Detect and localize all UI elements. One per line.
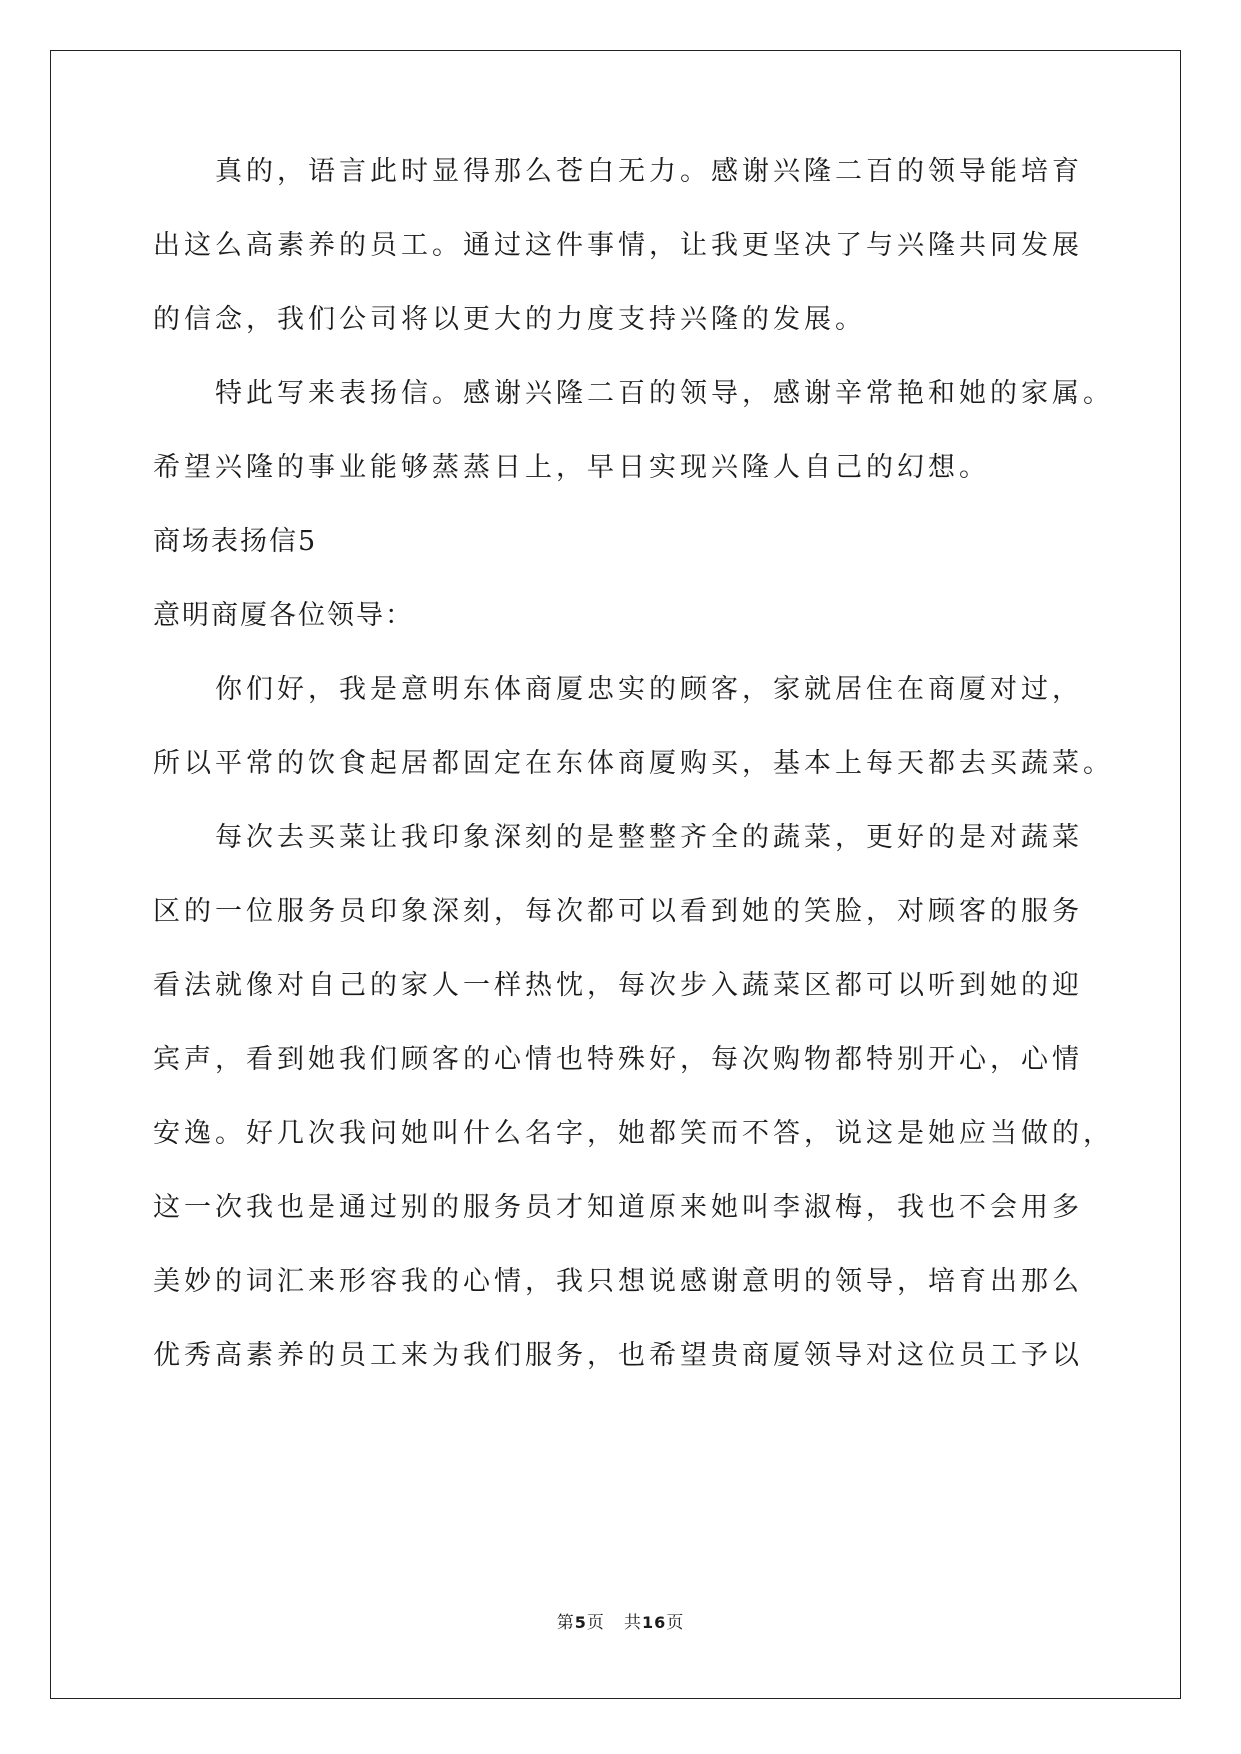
paragraph-line: 看法就像对自己的家人一样热忱，每次步入蔬菜区都可以听到她的迎 bbox=[153, 970, 1083, 1001]
paragraph-line: 区的一位服务员印象深刻，每次都可以看到她的笑脸，对顾客的服务 bbox=[153, 896, 1083, 927]
paragraph-line: 美妙的词汇来形容我的心情，我只想说感谢意明的领导，培育出那么 bbox=[153, 1266, 1083, 1297]
total-suffix: 页 bbox=[666, 1613, 685, 1633]
paragraph-line: 优秀高素养的员工来为我们服务，也希望贵商厦领导对这位员工予以 bbox=[153, 1340, 1083, 1371]
paragraph-line: 你们好，我是意明东体商厦忠实的顾客，家就居住在商厦对过， bbox=[215, 674, 1083, 705]
page-footer bbox=[0, 1612, 1241, 1634]
page-number: 5 bbox=[574, 1613, 587, 1632]
paragraph-line: 希望兴隆的事业能够蒸蒸日上，早日实现兴隆人自己的幻想。 bbox=[153, 452, 990, 483]
paragraph-line: 每次去买菜让我印象深刻的是整整齐全的蔬菜，更好的是对蔬菜 bbox=[215, 822, 1083, 853]
paragraph-line: 这一次我也是通过别的服务员才知道原来她叫李淑梅，我也不会用多 bbox=[153, 1192, 1083, 1223]
total-prefix: 共 bbox=[624, 1613, 643, 1633]
total-pages: 16 bbox=[642, 1613, 667, 1632]
salutation: 意明商厦各位领导： bbox=[153, 600, 414, 631]
paragraph-line: 出这么高素养的员工。通过这件事情，让我更坚决了与兴隆共同发展 bbox=[153, 230, 1083, 261]
section-heading: 商场表扬信5 bbox=[153, 526, 318, 557]
paragraph-line: 所以平常的饮食起居都固定在东体商厦购买，基本上每天都去买蔬菜。 bbox=[153, 748, 1114, 779]
page-border bbox=[50, 50, 1181, 1699]
paragraph-line: 真的，语言此时显得那么苍白无力。感谢兴隆二百的领导能培育 bbox=[215, 156, 1083, 187]
paragraph-line: 安逸。好几次我问她叫什么名字，她都笑而不答，说这是她应当做的， bbox=[153, 1118, 1114, 1149]
paragraph-line: 宾声，看到她我们顾客的心情也特殊好，每次购物都特别开心，心情 bbox=[153, 1044, 1083, 1075]
page-suffix: 页 bbox=[586, 1613, 605, 1633]
page-prefix: 第 bbox=[556, 1613, 575, 1633]
paragraph-line: 特此写来表扬信。感谢兴隆二百的领导，感谢辛常艳和她的家属。 bbox=[215, 378, 1114, 409]
paragraph-line: 的信念，我们公司将以更大的力度支持兴隆的发展。 bbox=[153, 304, 866, 335]
